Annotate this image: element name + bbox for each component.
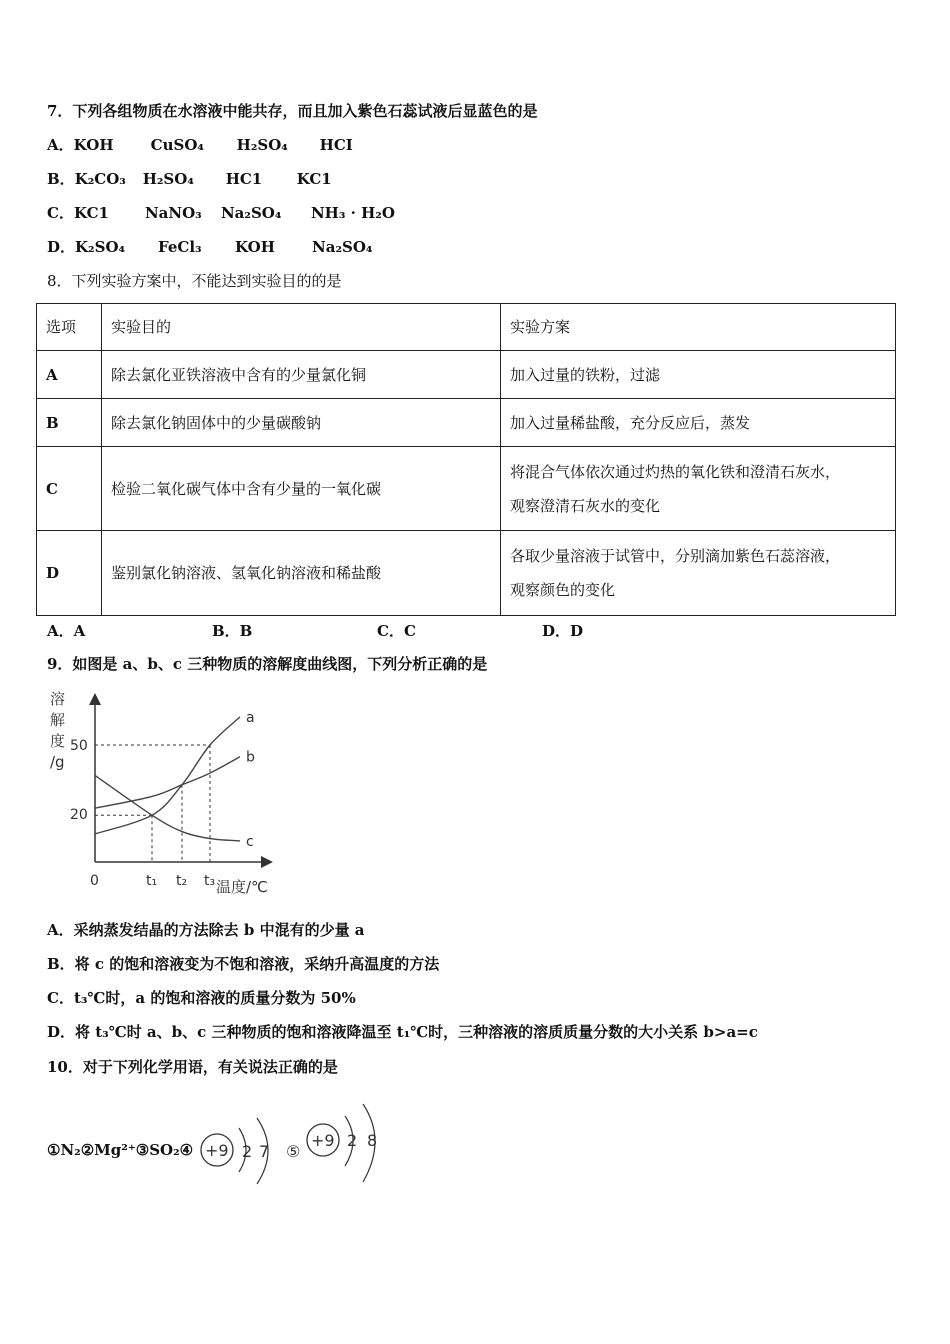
q8-choice-d: D．D	[542, 622, 584, 640]
x-tick-t2: t₂	[176, 873, 188, 889]
x-axis-label: 温度/℃	[216, 878, 268, 896]
header-option: 选项	[37, 304, 102, 351]
option-item: NaNO₃	[144, 204, 202, 222]
row-aim: 除去氯化钠固体中的少量碳酸钠	[102, 399, 501, 447]
solubility-chart	[40, 682, 300, 902]
y-label-char: 溶	[50, 690, 66, 708]
q9-option-d: D．将 t₃℃时 a、b、c 三种物质的饱和溶液降温至 t₁℃时，三种溶液的溶质质量分数的大小关系 b>a=c	[47, 1023, 758, 1041]
row-aim: 鉴别氯化钠溶液、氢氧化钠溶液和稀盐酸	[102, 531, 501, 616]
header-plan: 实验方案	[501, 304, 896, 351]
plan-line: 观察澄清石灰水的变化	[510, 496, 661, 515]
q8-stem: 8．下列实验方案中，不能达到实验目的的是	[47, 272, 342, 290]
row-plan: 加入过量稀盐酸，充分反应后，蒸发	[501, 399, 896, 447]
experiment-table	[36, 303, 896, 616]
curve-label-a: a	[246, 709, 255, 726]
option-letter: D．	[47, 238, 76, 256]
plan-line: 观察颜色的变化	[510, 581, 616, 599]
atom4-shell2: 7	[259, 1142, 270, 1161]
atom5-shell1: 2	[347, 1131, 358, 1150]
y-label-char: 解	[50, 711, 66, 729]
option-item: Na₂SO₄	[220, 204, 282, 222]
option-item: KC1	[73, 204, 109, 222]
table-row	[37, 531, 896, 616]
q7-stem: 7．下列各组物质在水溶液中能共存，而且加入紫色石蕊试液后显蓝色的是	[47, 102, 538, 120]
x-tick-0: 0	[90, 873, 99, 889]
atom4-shell1: 2	[242, 1142, 253, 1161]
y-tick-50: 50	[70, 738, 88, 754]
x-tick-t3: t₃	[204, 873, 216, 889]
option-item: H₂SO₄	[236, 136, 288, 154]
curve-label-c: c	[246, 833, 254, 850]
option-item: Na₂SO₄	[312, 238, 373, 256]
plan-line: 将混合气体依次通过灼热的氧化铁和澄清石灰水，	[510, 462, 841, 481]
option-letter: B．	[47, 170, 75, 188]
q7-option-c	[47, 203, 395, 223]
q10-expression: ①N₂②Mg²⁺③SO₂④	[47, 1141, 194, 1159]
option-item: NH₃ · H₂O	[310, 204, 395, 222]
q7-option-b	[47, 169, 332, 189]
option-item: KOH	[235, 238, 275, 256]
atom4-nucleus: +9	[205, 1141, 229, 1160]
option-letter: A．	[47, 136, 74, 154]
option-letter: C．	[47, 204, 74, 222]
option-item: K₂SO₄	[75, 238, 126, 256]
atom5-shell2: 8	[367, 1131, 378, 1150]
row-option: C	[37, 447, 102, 531]
option-item: K₂CO₃	[74, 170, 126, 188]
row-plan	[501, 447, 896, 531]
q8-choice-b: B．B	[212, 622, 253, 640]
row-option: D	[37, 531, 102, 616]
atom5-nucleus: +9	[311, 1131, 335, 1150]
row-option: A	[37, 351, 102, 399]
q9-option-a: A．采纳蒸发结晶的方法除去 b 中混有的少量 a	[47, 921, 365, 939]
atom-structure-diagrams	[195, 1100, 395, 1195]
q8-choice-a: A．A	[47, 622, 86, 640]
curve-label-b: b	[246, 749, 255, 766]
option-item: H₂SO₄	[142, 170, 194, 188]
table-row	[37, 399, 896, 447]
table-header-row	[37, 304, 896, 351]
option-item: FeCl₃	[158, 238, 202, 256]
y-label-char: /g	[50, 753, 65, 771]
header-aim: 实验目的	[102, 304, 501, 351]
label-5: ⑤	[286, 1142, 301, 1161]
plan-line: 各取少量溶液于试管中，分别滴加紫色石蕊溶液，	[510, 547, 841, 565]
curve-a	[95, 717, 240, 834]
row-plan: 加入过量的铁粉，过滤	[501, 351, 896, 399]
option-item: HC1	[225, 170, 263, 188]
table-row	[37, 351, 896, 399]
option-item: KC1	[296, 170, 332, 188]
row-option: B	[37, 399, 102, 447]
y-label-char: 度	[50, 732, 66, 750]
q9-option-b: B．将 c 的饱和溶液变为不饱和溶液，采纳升高温度的方法	[47, 955, 440, 973]
x-tick-t1: t₁	[146, 873, 158, 889]
row-aim: 除去氯化亚铁溶液中含有的少量氯化铜	[102, 351, 501, 399]
option-item: CuSO₄	[150, 136, 204, 154]
q7-option-a	[47, 135, 353, 155]
curve-b	[95, 757, 240, 808]
option-item: KOH	[73, 136, 114, 154]
q10-stem: 10．对于下列化学用语，有关说法正确的是	[47, 1058, 338, 1076]
q9-option-c: C．t₃℃时，a 的饱和溶液的质量分数为 50%	[47, 989, 356, 1007]
row-aim: 检验二氧化碳气体中含有少量的一氧化碳	[102, 447, 501, 531]
row-plan	[501, 531, 896, 616]
q7-option-d	[47, 237, 372, 257]
option-item: HCI	[319, 136, 353, 154]
q9-stem: 9．如图是 a、b、c 三种物质的溶解度曲线图，下列分析正确的是	[47, 655, 488, 673]
y-tick-20: 20	[70, 807, 88, 823]
curve-c	[95, 775, 240, 841]
q8-choice-c: C．C	[377, 622, 416, 640]
table-row	[37, 447, 896, 531]
